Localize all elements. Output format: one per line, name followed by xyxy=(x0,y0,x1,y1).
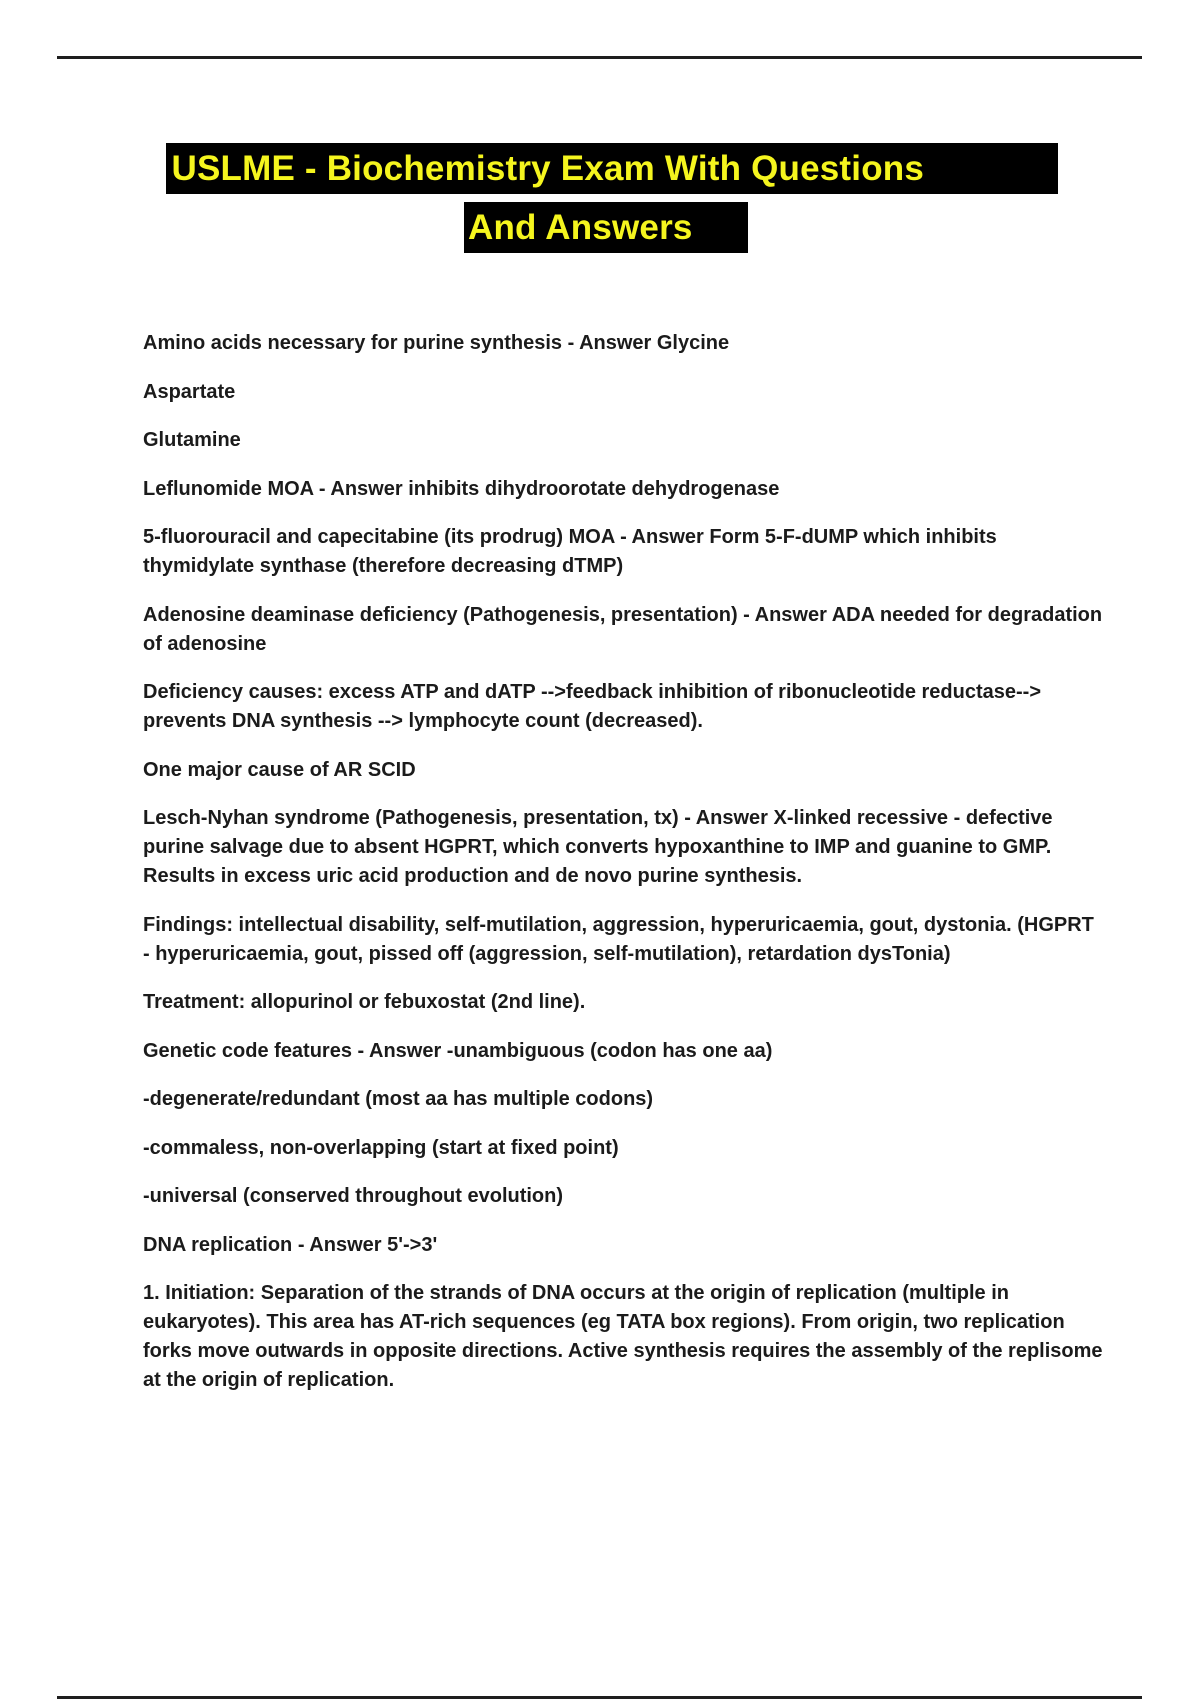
paragraph-deficiency-causes: Deficiency causes: excess ATP and dATP -->feedback inhibition of ribonucleotide reductase--> prevents DNA synthesis --> lymphocyte count (decreased). xyxy=(143,681,1042,732)
paragraph-findings: Findings: intellectual disability, self-mutilation, aggression, hyperuricaemia, gout, dystonia. (HGPRT - hyperuricaemia, gout, pissed off (aggression, self-mutilation), retardation dysTonia) xyxy=(143,913,1094,965)
document-body xyxy=(143,329,1103,1415)
paragraph-dna-replication: DNA replication - Answer 5'->3' xyxy=(143,1233,438,1256)
header-rule xyxy=(57,56,1142,59)
paragraph-treatment: Treatment: allopurinol or febuxostat (2nd line). xyxy=(143,991,586,1013)
paragraph-genetic-code: Genetic code features - Answer -unambiguous (codon has one aa) xyxy=(143,1039,773,1062)
paragraph-lesch-nyhan: Lesch-Nyhan syndrome (Pathogenesis, presentation, tx) - Answer X-linked recessive - defective purine salvage due to absent HGPRT, which converts hypoxanthine to IMP and guanine to GMP. Results in excess uric acid production and de novo purine synthesis. xyxy=(143,807,1053,887)
paragraph-initiation: 1. Initiation: Separation of the strands of DNA occurs at the origin of replication (multiple in eukaryotes). This area has AT-rich sequences (eg TATA box regions). From origin, two replication forks move outwards in opposite directions. Active synthesis requires the assembly of the replisome at the origin of replication. xyxy=(143,1282,1103,1391)
title-line-2: And Answers xyxy=(464,202,748,253)
paragraph-degenerate: -degenerate/redundant (most aa has multiple codons) xyxy=(143,1088,654,1110)
paragraph-leflunomide: Leflunomide MOA - Answer inhibits dihydroorotate dehydrogenase xyxy=(143,477,780,500)
paragraph-universal: -universal (conserved throughout evolution) xyxy=(143,1185,564,1207)
paragraph-ada-deficiency: Adenosine deaminase deficiency (Pathogenesis, presentation) - Answer ADA needed for degradation of adenosine xyxy=(143,603,1103,655)
document-title xyxy=(0,143,1200,253)
paragraph-ar-scid: One major cause of AR SCID xyxy=(143,758,416,781)
paragraph-5-fluorouracil: 5-fluorouracil and capecitabine (its prodrug) MOA - Answer Form 5-F-dUMP which inhibits thymidylate synthase (therefore decreasing dTMP) xyxy=(143,526,997,577)
paragraph-aspartate: Aspartate xyxy=(143,380,236,403)
paragraph-purine-amino-acids: Amino acids necessary for purine synthesis - Answer Glycine xyxy=(143,332,730,354)
paragraph-glutamine: Glutamine xyxy=(143,429,241,451)
paragraph-commaless: -commaless, non-overlapping (start at fixed point) xyxy=(143,1136,619,1159)
title-line-1: USLME - Biochemistry Exam With Questions xyxy=(166,143,1058,194)
footer-rule xyxy=(57,1696,1142,1699)
